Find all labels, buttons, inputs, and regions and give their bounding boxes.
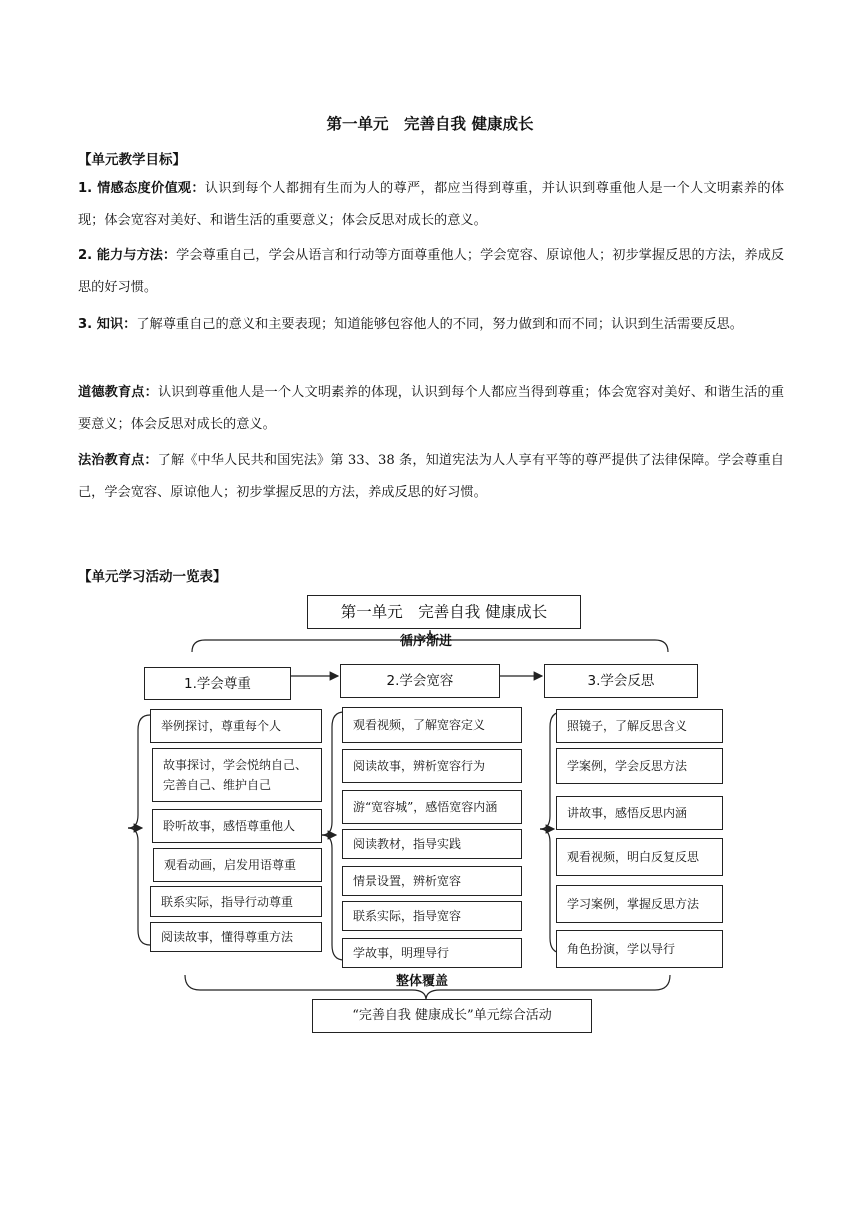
activity-item: 观看动画，启发用语尊重 xyxy=(153,848,322,882)
activity-item: 联系实际，指导行动尊重 xyxy=(150,886,322,917)
activity-item: 观看视频，明白反复反思 xyxy=(556,838,723,876)
activity-item: 学习案例，掌握反思方法 xyxy=(556,885,723,923)
activity-item: 讲故事，感悟反思内涵 xyxy=(556,796,723,830)
activity-item: 游“宽容城”，感悟宽容内涵 xyxy=(342,790,522,824)
goal-label: 3. 知识： xyxy=(78,317,137,332)
bottom-label: 整体覆盖 xyxy=(396,974,449,989)
goal-text: 认识到每个人都拥有生而为人的尊严，都应当得到尊重，并认识到尊重他人是一个人文明素养的体现；体会宽容对美好、和谐生活的重要意义；体会反思对成长的意义。 xyxy=(78,181,785,228)
goal-label: 道德教育点： xyxy=(78,385,158,400)
col2-brace xyxy=(322,712,344,960)
column-heading: 2.学会宽容 xyxy=(340,664,500,698)
activity-item: 角色扮演，学以导行 xyxy=(556,930,723,968)
goals-heading: 【单元教学目标】 xyxy=(78,152,186,168)
activity-item: 阅读故事，辨析宽容行为 xyxy=(342,749,522,783)
activity-item: 联系实际，指导宽容 xyxy=(342,901,522,931)
goal-text: 认识到尊重他人是一个人文明素养的体现，认识到每个人都应当得到尊重；体会宽容对美好、和谐生活的重要意义；体会反思对成长的意义。 xyxy=(78,385,785,432)
goal-label: 2. 能力与方法： xyxy=(78,248,177,263)
col1-brace xyxy=(128,715,150,945)
activity-item: 聆听故事，感悟尊重他人 xyxy=(152,809,322,843)
activity-item: 学故事，明理导行 xyxy=(342,938,522,968)
activity-item: 观看视频，了解宽容定义 xyxy=(342,707,522,743)
top-label: 循序渐进 xyxy=(400,634,453,649)
activity-item: 情景设置，辨析宽容 xyxy=(342,866,522,896)
goal-text: 了解《中华人民共和国宪法》第 33、38 条，知道宪法为人人享有平等的尊严提供了法律保障。学会尊重自己，学会宽容、原谅他人；初步掌握反思的方法，养成反思的好习惯。 xyxy=(78,453,784,500)
column-heading: 3.学会反思 xyxy=(544,664,698,698)
activities-heading: 【单元学习活动一览表】 xyxy=(78,569,227,585)
page-title: 第一单元 完善自我 健康成长 xyxy=(326,115,534,133)
goal-text: 学会尊重自己，学会从语言和行动等方面尊重他人；学会宽容、原谅他人；初步掌握反思的方法，养成反思的好习惯。 xyxy=(78,248,785,295)
activity-item: 举例探讨，尊重每个人 xyxy=(150,709,322,743)
goal-label: 1. 情感态度价值观： xyxy=(78,181,205,196)
goal-label: 法治教育点： xyxy=(78,453,158,468)
activity-item: 学案例，学会反思方法 xyxy=(556,748,723,784)
goal-text: 了解尊重自己的意义和主要表现；知道能够包容他人的不同，努力做到和而不同；认识到生活需要反思。 xyxy=(136,317,743,332)
column-heading: 1.学会尊重 xyxy=(144,667,291,700)
footer-activity-box: “完善自我 健康成长”单元综合活动 xyxy=(312,999,592,1033)
diagram-title-box: 第一单元 完善自我 健康成长 xyxy=(307,595,581,629)
activity-item: 照镜子，了解反思含义 xyxy=(556,709,723,743)
activity-item: 阅读教材，指导实践 xyxy=(342,829,522,859)
activity-item: 阅读故事，懂得尊重方法 xyxy=(150,922,322,952)
activity-item: 故事探讨，学会悦纳自己、完善自己、维护自己 xyxy=(152,748,322,802)
